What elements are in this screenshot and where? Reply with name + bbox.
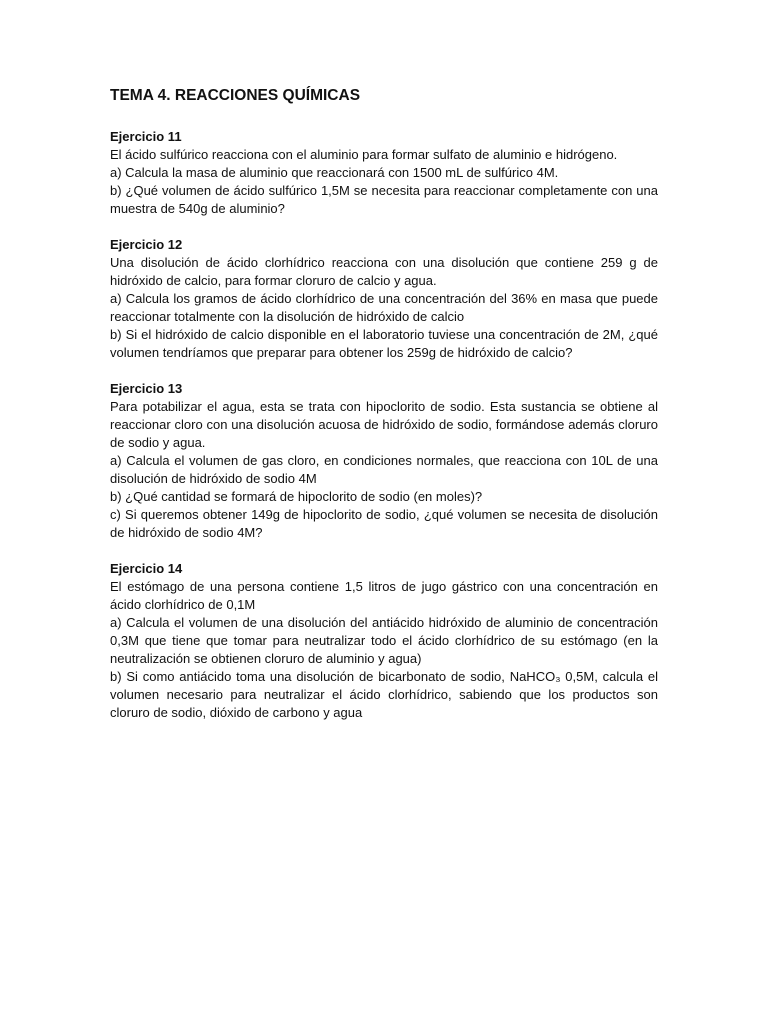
exercise-statement: Para potabilizar el agua, esta se trata con hipoclorito de sodio. Esta sustancia se obtiene al reaccionar cloro con una disolución acuosa de hidróxido de sodio, formándose además cloruro de sodio y agua. xyxy=(110,399,658,450)
exercise-question-a: a) Calcula el volumen de gas cloro, en condiciones normales, que reacciona con 10L de una disolución de hidróxido de sodio 4M xyxy=(110,453,658,486)
exercise-question-b: b) ¿Qué volumen de ácido sulfúrico 1,5M se necesita para reaccionar completamente con una muestra de 540g de aluminio? xyxy=(110,183,658,216)
exercise-question-b: b) ¿Qué cantidad se formará de hipoclorito de sodio (en moles)? xyxy=(110,489,483,504)
exercise-heading: Ejercicio 12 xyxy=(110,237,183,252)
exercise-heading: Ejercicio 14 xyxy=(110,561,183,576)
exercise-11 xyxy=(110,128,658,218)
exercise-14 xyxy=(110,560,658,722)
exercise-heading: Ejercicio 11 xyxy=(110,129,182,144)
exercise-question-c: c) Si queremos obtener 149g de hipoclorito de sodio, ¿qué volumen se necesita de disolución de hidróxido de sodio 4M? xyxy=(110,507,658,540)
exercise-statement: El estómago de una persona contiene 1,5 litros de jugo gástrico con una concentración en ácido clorhídrico de 0,1M xyxy=(110,579,658,612)
exercise-statement: El ácido sulfúrico reacciona con el aluminio para formar sulfato de aluminio e hidrógeno. xyxy=(110,147,618,162)
exercise-statement: Una disolución de ácido clorhídrico reacciona con una disolución que contiene 259 g de hidróxido de calcio, para formar cloruro de calcio y agua. xyxy=(110,255,658,288)
exercise-question-a: a) Calcula el volumen de una disolución del antiácido hidróxido de aluminio de concentración 0,3M que tiene que tomar para neutralizar todo el ácido clorhídrico de su estómago (en la neutralización se obtienen cloruro de aluminio y agua) xyxy=(110,615,658,666)
document-title: TEMA 4. REACCIONES QUÍMICAS xyxy=(110,87,361,104)
exercise-question-b: b) Si el hidróxido de calcio disponible en el laboratorio tuviese una concentración de 2M, ¿qué volumen tendríamos que preparar para obtener los 259g de hidróxido de calcio? xyxy=(110,327,658,360)
exercise-13 xyxy=(110,380,658,542)
exercise-question-a: a) Calcula los gramos de ácido clorhídrico de una concentración del 36% en masa que puede reaccionar totalmente con la disolución de hidróxido de calcio xyxy=(110,291,658,324)
exercise-12 xyxy=(110,236,658,362)
document-page xyxy=(110,86,658,740)
exercise-heading: Ejercicio 13 xyxy=(110,381,183,396)
exercise-question-a: a) Calcula la masa de aluminio que reaccionará con 1500 mL de sulfúrico 4M. xyxy=(110,165,559,180)
exercise-question-b: b) Si como antiácido toma una disolución de bicarbonato de sodio, NaHCO₃ 0,5M, calcula el volumen necesario para neutralizar el ácido clorhídrico, sabiendo que los productos son cloruro de sodio, dióxido de carbono y agua xyxy=(110,669,658,720)
